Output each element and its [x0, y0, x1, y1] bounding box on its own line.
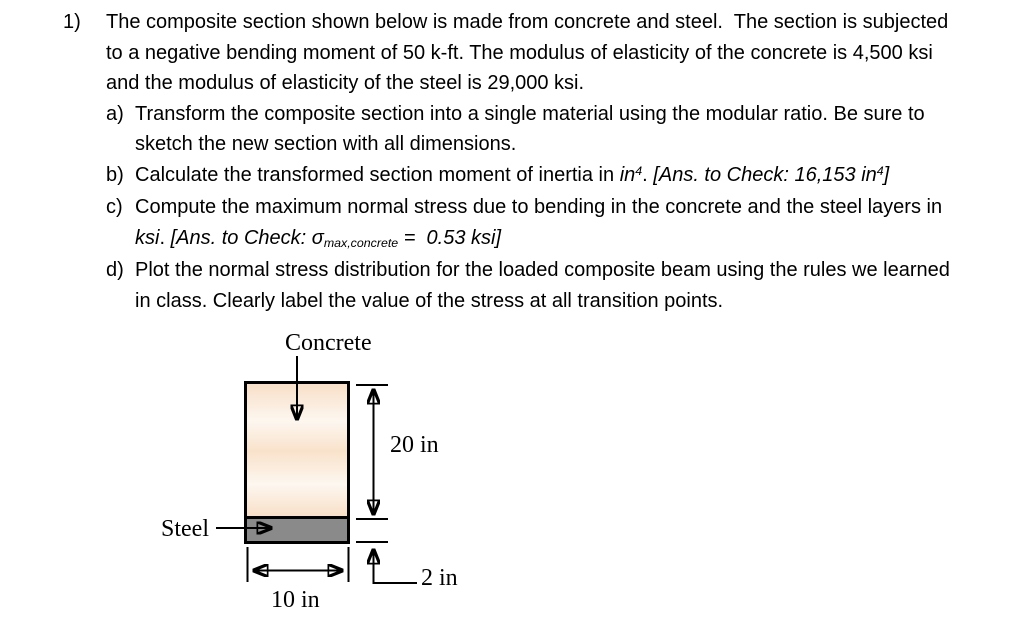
- item-body: [135, 255, 1018, 316]
- text-line: in class. Clearly label the value of the stress at all transition points.: [135, 289, 724, 312]
- problem-number: 1): [63, 11, 81, 33]
- steel-region: [244, 516, 350, 544]
- text-line: The composite section shown below is made from concrete and steel. The section is subjected: [106, 11, 949, 33]
- list-item-c: [106, 192, 1018, 255]
- item-body: [135, 192, 1018, 255]
- text-line: and the modulus of elasticity of the steel is 29,000 ksi.: [106, 72, 585, 94]
- text-line: to a negative bending moment of 50 k-ft. The modulus of elasticity of the concrete is 4,500 ksi: [106, 41, 933, 64]
- height-dimension-label: 20 in: [390, 432, 439, 458]
- list-item-a: [106, 99, 1018, 160]
- problem-intro: [106, 7, 1018, 99]
- text-line: Compute the maximum normal stress due to bending in the concrete and the steel layers in: [135, 196, 943, 218]
- text-line: Calculate the transformed section moment of inertia in $in^4$. [Ans. to Check: 16,153 $in^4$]: [135, 163, 890, 186]
- problem-row: [63, 7, 1018, 316]
- concrete-label: Concrete: [285, 330, 372, 356]
- text-line: sketch the new section with all dimensions.: [135, 133, 517, 155]
- section-diagram: [140, 320, 520, 622]
- concrete-region: [244, 381, 350, 519]
- item-body: [135, 99, 1018, 160]
- item-label: a): [106, 102, 124, 125]
- list-item-b: [106, 160, 1018, 193]
- text-line: Transform the composite section into a single material using the modular ratio. Be sure to: [135, 102, 925, 125]
- text-line: Plot the normal stress distribution for the loaded composite beam using the rules we learned: [135, 259, 950, 281]
- item-label: b): [106, 163, 124, 186]
- steel-label: Steel: [161, 516, 209, 542]
- text-line: ksi. [Ans. to Check: σmax,concrete = 0.53 ksi]: [135, 226, 502, 251]
- problem-item-list: [106, 99, 1018, 317]
- list-item-d: [106, 255, 1018, 316]
- width-dimension-label: 10 in: [271, 587, 320, 613]
- item-body: [135, 160, 1018, 193]
- steel-thickness-leader: [374, 550, 418, 583]
- problem-body: [106, 7, 1018, 316]
- steel-thickness-label: 2 in: [421, 565, 458, 591]
- problem-statement: [63, 7, 1018, 316]
- item-label: c): [106, 196, 123, 218]
- item-label: d): [106, 259, 124, 281]
